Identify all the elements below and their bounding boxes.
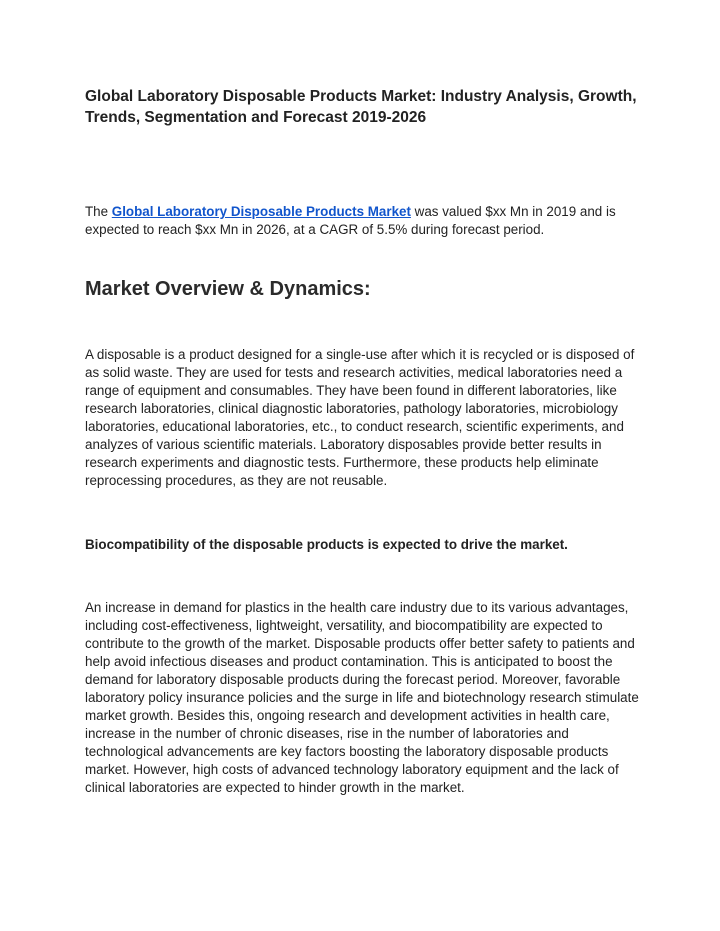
intro-paragraph: [85, 203, 645, 239]
driver-paragraph: An increase in demand for plastics in the health care industry due to its various advantages, including cost-effectiveness, lightweight, versatility, and biocompatibility are expected to contribute to the growth of the market. Disposable products offer better safety to patients and help avoid infectious diseases and product contamination. This is anticipated to boost the demand for laboratory disposable products during the forecast period. Moreover, favorable laboratory policy insurance policies and the surge in life and biotechnology research stimulate market growth. Besides this, ongoing research and development activities in health care, increase in the number of chronic diseases, rise in the number of laboratories and technological advancements are key factors boosting the laboratory disposable products market. However, high costs of advanced technology laboratory equipment and the lack of clinical laboratories are expected to hinder growth in the market.: [85, 600, 639, 795]
intro-suffix: was valued $xx Mn in 2019 and is expected to reach $xx Mn in 2026, at a CAGR of 5.5% during forecast period.: [85, 204, 616, 237]
market-report-link[interactable]: Global Laboratory Disposable Products Market: [111, 204, 411, 219]
overview-paragraph: A disposable is a product designed for a single-use after which it is recycled or is disposed of as solid waste. They are used for tests and research activities, medical laboratories need a range of equipment and consumables. They have been found in different laboratories, like research laboratories, clinical diagnostic laboratories, pathology laboratories, microbiology laboratories, educational laboratories, etc., to conduct research, scientific experiments, and analyzes of various scientific materials. Laboratory disposables provide better results in research experiments and diagnostic tests. Furthermore, these products help eliminate reprocessing procedures, as they are not reusable.: [85, 347, 635, 488]
section-heading: Market Overview & Dynamics:: [85, 278, 371, 300]
page-title: Global Laboratory Disposable Products Market: Industry Analysis, Growth, Trends, Segmentation and Forecast 2019-2026: [85, 88, 637, 126]
driver-subheading: Biocompatibility of the disposable products is expected to drive the market.: [85, 537, 568, 552]
intro-prefix: The: [85, 204, 112, 219]
